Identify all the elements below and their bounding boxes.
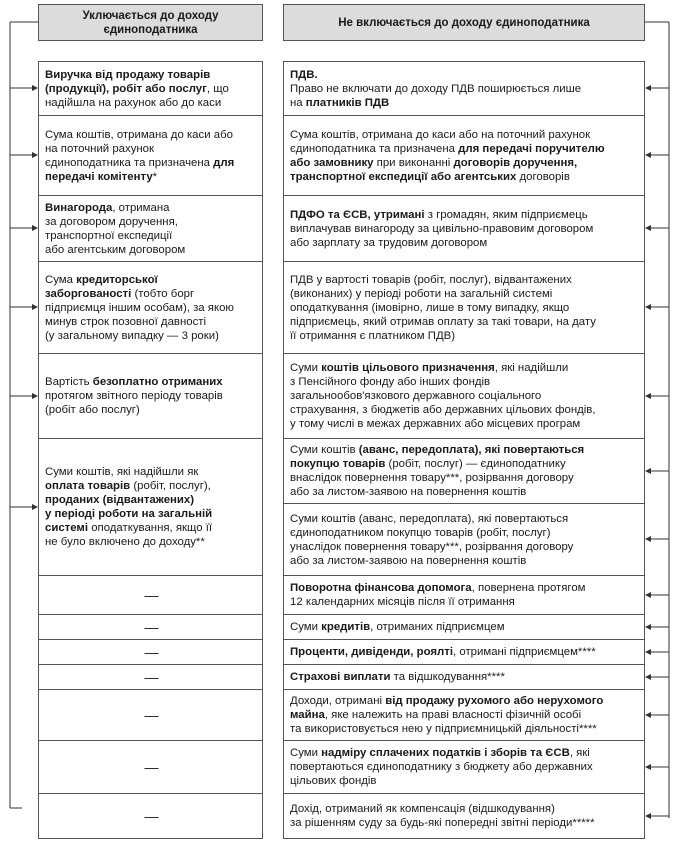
not-included-row — [283, 614, 645, 640]
cell-text: ПДВ у вартості товарів (робіт, послуг), відвантажених (виконаних) у періоді роботи на загальній системі оподаткування (імовірно, лише в тому випадку, якщо підприємець, який отримав оплату за такі товари, на дату її отримання є платником ПДВ) — [290, 273, 596, 342]
right-arrow-11-head — [645, 712, 651, 718]
cell-text-bold: договорів доручення, транспортної експедиції або агентських — [290, 156, 578, 183]
right-arrow-3-head — [645, 304, 651, 310]
cell-text: (робіт, послуг), — [133, 480, 211, 492]
cell-text: , отримані підприємцем**** — [453, 646, 596, 658]
cell-text: оподаткування, якщо її не було включено до доходу** — [45, 522, 213, 548]
cell-text: протягом звітного періоду товарів (робіт або послуг) — [45, 390, 223, 416]
cell-text-bold: Страхові виплати — [290, 671, 391, 683]
included-row — [38, 575, 263, 615]
cell-text: з громадян, яким підприємець виплачував винагороду за цивільно-правовим договором або зарплату за трудовим договором — [290, 208, 594, 249]
not-included-row — [283, 793, 645, 839]
cell-text-bold: кредитів — [321, 621, 371, 633]
cell-text: — — [144, 808, 159, 824]
cell-text-bold: від продажу рухомого або нерухомого майна — [290, 695, 604, 721]
right-arrow-7-head — [645, 592, 651, 598]
cell-text: , отриманих підприємцем — [370, 621, 505, 633]
right-arrow-9-head — [645, 649, 651, 655]
cell-text: — — [144, 619, 159, 635]
cell-text: Вартість — [45, 376, 93, 388]
cell-text-bold: коштів цільового призначення — [321, 362, 495, 374]
not-included-row — [283, 503, 645, 576]
cell-text: — — [144, 587, 159, 603]
right-arrow-1-head — [645, 152, 651, 158]
cell-text: (робіт, послуг) — єдиноподатнику внаслідок повернення товару***, розірвання договору або за листом-заявою на повернення коштів — [290, 458, 574, 498]
not-included-row — [283, 664, 645, 690]
included-row — [38, 261, 263, 354]
right-arrow-10-head — [645, 674, 651, 680]
not-included-row — [283, 438, 645, 504]
not-included-row — [283, 575, 645, 615]
not-included-row — [283, 61, 645, 116]
not-included-row — [283, 353, 645, 439]
included-row — [38, 664, 263, 690]
cell-text: Суми — [290, 362, 322, 374]
cell-text: — — [144, 669, 159, 685]
cell-text-bold: для передачі комітенту — [45, 156, 235, 183]
right-arrow-8-head — [645, 624, 651, 630]
right-arrow-4-head — [645, 393, 651, 399]
not-included-row — [283, 740, 645, 794]
cell-text: , повернена протягом 12 календарних місяців після її отримання — [290, 582, 586, 608]
cell-text-bold: Винагорода — [45, 201, 113, 214]
cell-text-bold: Проценти, дивіденди, роялті — [290, 646, 454, 658]
cell-text: — — [144, 707, 159, 723]
cell-text: договорів — [516, 170, 570, 183]
cell-text-bold: безоплатно отриманих — [92, 376, 223, 388]
cell-text: Суми коштів (аванс, передоплата), які повертаються єдиноподатником покупцю товарів (робіт, послуг) унаслідок повернення товару***, розірвання договору або за листом-заявою на повернення коштів — [290, 512, 574, 567]
cell-text-bold: проданих (відвантажених) у періоді роботи на загальній системі — [45, 494, 213, 534]
not-included-row — [283, 195, 645, 262]
included-row — [38, 353, 263, 439]
included-row — [38, 614, 263, 640]
cell-text: Сума — [45, 273, 77, 286]
cell-text-bold: Виручка від продажу товарів (продукції), робіт або послуг — [45, 68, 211, 95]
cell-text-bold: кредиторської заборгованості — [45, 273, 158, 300]
header-not-included: Не включається до доходу єдиноподатника — [283, 4, 645, 41]
cell-text: * — [152, 170, 158, 183]
not-included-row — [283, 689, 645, 741]
cell-text: Суми — [290, 621, 322, 633]
not-included-row — [283, 261, 645, 354]
included-row — [38, 195, 263, 262]
cell-text-bold: (аванс, передоплата), які повертаються покупцю товарів — [290, 444, 585, 470]
cell-text: — — [144, 644, 159, 660]
right-arrow-5-head — [645, 468, 651, 474]
cell-text: Сума коштів, отримана до каси або на поточний рахунок єдиноподатника та призначена — [290, 128, 591, 155]
cell-text: Суми — [290, 747, 322, 759]
cell-text-bold: надміру сплачених податків і зборів та ЄСВ — [321, 747, 570, 759]
included-row — [38, 793, 263, 839]
cell-text-bold: ПДВ. — [290, 68, 318, 81]
included-row — [38, 639, 263, 665]
cell-text: , яке належить на праві власності фізичній особі та використовується нею у підприємницькій діяльності**** — [290, 709, 597, 735]
included-row — [38, 689, 263, 741]
right-arrow-2-head — [645, 225, 651, 231]
included-row — [38, 61, 263, 116]
header-included: Уключається до доходу єдиноподатника — [38, 4, 263, 41]
cell-text: Доходи, отримані — [290, 695, 386, 707]
included-row — [38, 438, 263, 576]
cell-text: , які повертаються єдиноподатнику з бюджету або державних цільових фондів — [290, 747, 593, 787]
cell-text: Право не включати до доходу ПДВ поширюється лише на — [290, 82, 582, 109]
included-row — [38, 115, 263, 196]
cell-text: , що надійшла на рахунок або до каси — [45, 82, 229, 109]
included-row — [38, 740, 263, 794]
cell-text-bold: оплата товарів — [45, 480, 131, 492]
not-included-row — [283, 115, 645, 196]
cell-text: Сума коштів, отримана до каси або на поточний рахунок єдиноподатника та призначена — [45, 128, 233, 169]
cell-text: , отримана за договором доручення, транспортної експедиції або агентським договором — [45, 201, 186, 256]
right-arrow-12-head — [645, 764, 651, 770]
right-arrow-0-head — [645, 85, 651, 91]
cell-text: Суми коштів, які надійшли як — [45, 466, 199, 478]
cell-text: (тобто борг підприємця іншим особам), за якою минув строк позовної давності (у загальному випадку — 3 роки) — [45, 287, 234, 342]
cell-text-bold: ПДФО та ЄСВ, утримані — [290, 208, 425, 221]
cell-text: , які надійшли з Пенсійного фонду або інших фондів загальнообов'язкового державного соціального страхування, з бюджетів або державних цільових фондів, у тому числі в межах державних або місцевих програм — [290, 362, 596, 430]
cell-text: Суми коштів — [290, 444, 359, 456]
cell-text-bold: Поворотна фінансова допомога — [290, 582, 472, 594]
not-included-row — [283, 639, 645, 665]
right-arrow-13-head — [645, 813, 651, 819]
cell-text: — — [144, 759, 159, 775]
cell-text-bold: платників ПДВ — [305, 96, 390, 109]
right-arrow-6-head — [645, 536, 651, 542]
cell-text-bold: для передачі поручителю або замовнику — [290, 142, 605, 169]
cell-text: та відшкодування**** — [390, 671, 505, 683]
cell-text: Дохід, отриманий як компенсація (відшкодування) за рішенням суду за будь-які попередні звітні періоди***** — [290, 803, 595, 829]
cell-text: при виконанні — [373, 156, 454, 169]
